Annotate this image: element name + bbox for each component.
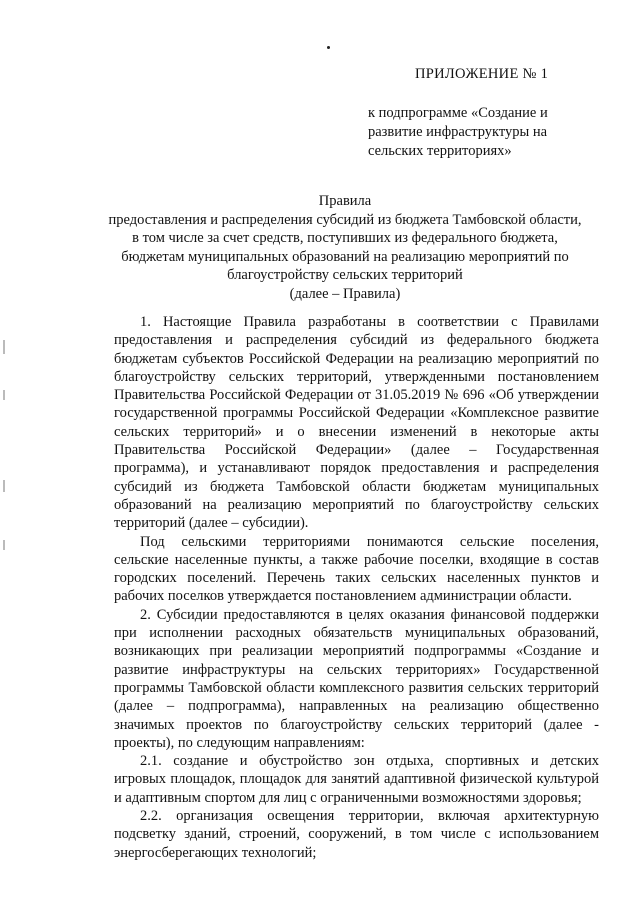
body-line: программа), и устанавливают порядок предоставления и распределения — [114, 460, 599, 477]
body-line: субсидий из бюджета Тамбовской области бюджетам муниципальных — [114, 478, 599, 495]
scan-margin-mark — [3, 480, 5, 492]
scan-margin-mark — [3, 340, 5, 354]
document-body — [114, 313, 599, 862]
body-line: и адаптивным спортом для лиц с ограниченными возможностями здоровья; — [114, 789, 582, 806]
body-line: проекты), по следующим направлениям: — [114, 734, 365, 751]
rules-title-line: в том числе за счет средств, поступивших из федерального бюджета, — [132, 230, 558, 246]
body-line: предоставления и распределения субсидий из федерального бюджета — [114, 332, 599, 349]
rules-title-line: предоставления и распределения субсидий из бюджета Тамбовской области, — [108, 211, 582, 228]
body-line: 2.1. создание и обустройство зон отдыха, спортивных и детских — [140, 753, 599, 770]
body-line: возникающих при реализации мероприятий подпрограммы «Создание и — [114, 643, 599, 660]
appendix-subtitle-line: к подпрограмме «Создание и — [368, 105, 548, 121]
body-line: территорий (далее – субсидии). — [114, 515, 309, 532]
appendix-subtitle-line: сельских территориях» — [368, 143, 512, 159]
body-line: сельские населенные пункты, а также рабочие поселки, входящие в состав — [114, 551, 599, 568]
body-line: рабочих поселков утверждается постановлением администрации области. — [114, 588, 572, 605]
rules-title-line: благоустройству сельских территорий — [227, 267, 463, 283]
appendix-subtitle-line: развитие инфраструктуры на — [368, 124, 548, 140]
body-line: благоустройству сельских территорий, утвержденными постановлением — [114, 368, 599, 385]
body-line: программы Тамбовской области комплексного развития сельских территорий — [114, 679, 599, 696]
body-line: подсветку зданий, строений, сооружений, в том числе с использованием — [114, 826, 599, 843]
scan-margin-mark — [3, 390, 5, 400]
appendix-subtitle — [368, 104, 598, 161]
rules-title — [70, 192, 620, 303]
body-line: бюджетам субъектов Российской Федерации на реализацию мероприятий по — [114, 350, 599, 367]
body-line: Правительства Российской Федерации» (далее – Государственная — [114, 442, 599, 459]
scan-margin-mark — [3, 540, 5, 550]
body-line: сельских территорий» и о внесении изменений в некоторые акты — [114, 423, 599, 440]
body-line: при исполнении расходных обязательств муниципальных образований, — [114, 625, 599, 642]
rules-title-line: Правила — [318, 193, 372, 209]
body-line: энергосберегающих технологий; — [114, 844, 317, 861]
body-line: городских поселений. Перечень таких сельских населенных пунктов и — [114, 570, 599, 587]
body-line: образований на реализацию мероприятий по благоустройству сельских — [114, 496, 599, 513]
rules-title-line: (далее – Правила) — [289, 285, 401, 302]
body-line: развитие инфраструктуры на сельских территориях» Государственной — [114, 661, 599, 678]
body-line: Правительства Российской Федерации от 31.05.2019 № 696 «Об утверждении — [114, 387, 599, 404]
body-line: игровых площадок, площадок для занятий адаптивной физической культурой — [114, 771, 599, 788]
body-line: государственной программы Российской Федерации «Комплексное развитие — [114, 405, 599, 422]
body-line: значимых проектов по благоустройству сельских территорий (далее - — [114, 716, 599, 733]
body-line: 2.2. организация освещения территории, включая архитектурную — [140, 808, 599, 825]
body-line: (далее – подпрограмма), направленных на реализацию общественно — [114, 698, 599, 715]
body-line: 2. Субсидии предоставляются в целях оказания финансовой поддержки — [140, 606, 599, 623]
appendix-title: ПРИЛОЖЕНИЕ № 1 — [415, 66, 549, 82]
rules-title-line: бюджетам муниципальных образований на реализацию мероприятий по — [121, 248, 569, 265]
scan-dot-mark — [327, 46, 330, 49]
body-line: Под сельскими территориями понимаются сельские поселения, — [140, 533, 599, 550]
body-line: 1. Настоящие Правила разработаны в соответствии с Правилами — [140, 314, 599, 330]
